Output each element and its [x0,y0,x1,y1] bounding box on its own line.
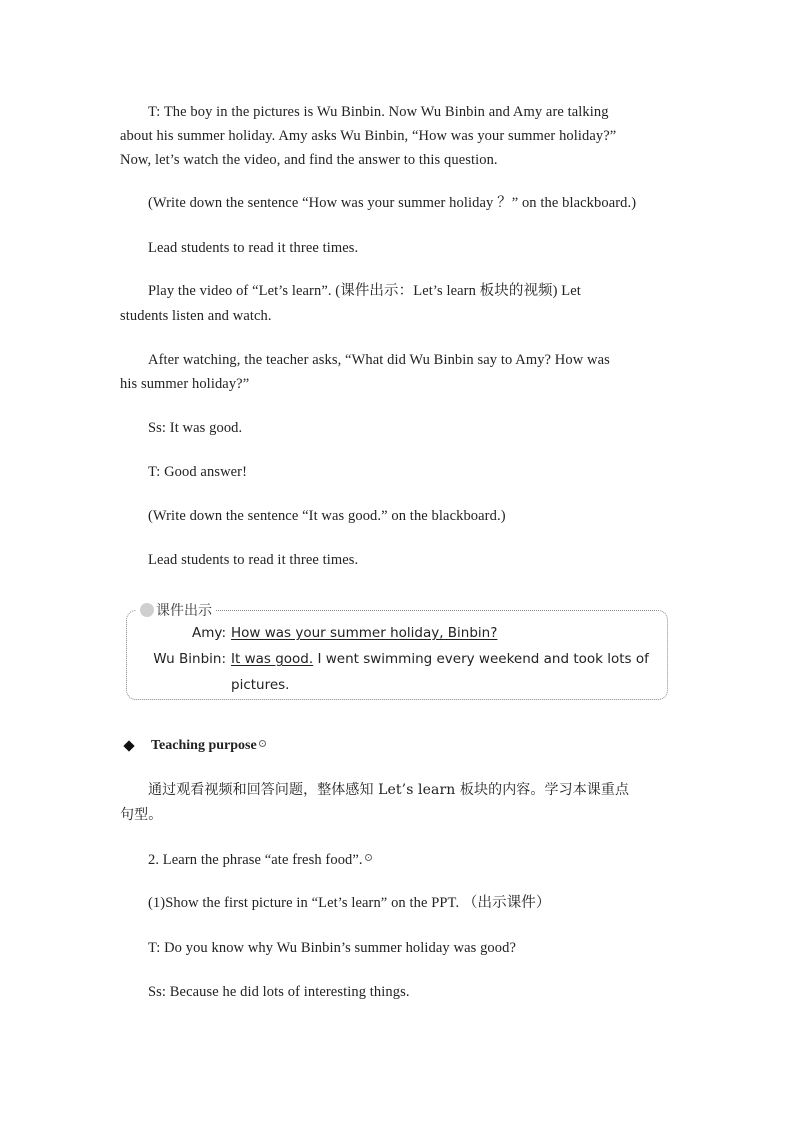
diamond-bullet-icon [123,740,134,751]
speaker-wu-binbin: Wu Binbin: [153,651,226,667]
teaching-purpose-text-line-2: 句型。 [120,807,163,823]
paragraph-7: T: Good answer! [148,464,248,480]
paragraph-3: Lead students to read it three times. [148,240,359,256]
paragraph-1-line-2: about his summer holiday. Amy asks Wu Binbin, “How was your summer holiday?” [120,128,617,144]
paragraph-1-line-1: T: The boy in the pictures is Wu Binbin. Now Wu Binbin and Amy are talking [148,104,609,120]
paragraph-9: Lead students to read it three times. [148,552,359,568]
step-2-show-picture: (1)Show the first picture in “Let’s learn” on the PPT. （出示课件） [148,895,551,911]
speaker-amy: Amy: [192,625,226,641]
step-2-heading-text: 2. Learn the phrase “ate fresh food”. [148,852,363,868]
step-2-student-answer: Ss: Because he did lots of interesting things. [148,984,410,1000]
paragraph-8: (Write down the sentence “It was good.” on the blackboard.) [148,508,506,524]
paragraph-2: (Write down the sentence “How was your summer holiday ？” on the blackboard.) [148,195,637,211]
paragraph-5-line-1: After watching, the teacher asks, “What did Wu Binbin say to Amy? How was [148,352,610,368]
wu-binbin-underlined: It was good. [231,651,314,667]
paragraph-4-line-1: Play the video of “Let’s learn”. (课件出示：Let’s learn 板块的视频) Let [148,283,581,299]
anchor-mark-icon [259,740,266,747]
courseware-box-title-text: 课件出示 [156,603,212,619]
paragraph-6: Ss: It was good. [148,420,243,436]
step-2-teacher-question: T: Do you know why Wu Binbin’s summer holiday was good? [148,940,517,956]
teaching-purpose-heading-text: Teaching purpose [151,738,257,753]
paragraph-4-line-2: students listen and watch. [120,308,272,324]
paragraph-5-line-2: his summer holiday?” [120,376,250,392]
wu-binbin-utterance-line-2: pictures. [231,677,290,693]
teaching-purpose-text-line-1: 通过观看视频和回答问题，整体感知 Let’s learn 板块的内容。学习本课重点 [148,782,630,798]
anchor-mark-icon [365,854,372,861]
wu-binbin-rest: I went swimming every weekend and took lots of [313,651,649,667]
amy-utterance: How was your summer holiday, Binbin? [231,625,498,641]
teaching-purpose-heading [123,738,266,754]
bullet-dot-icon [140,603,154,617]
courseware-box-title [136,600,216,620]
wu-binbin-utterance [231,650,649,668]
step-2-heading [148,851,372,869]
paragraph-1-line-3: Now, let’s watch the video, and find the answer to this question. [120,152,498,168]
